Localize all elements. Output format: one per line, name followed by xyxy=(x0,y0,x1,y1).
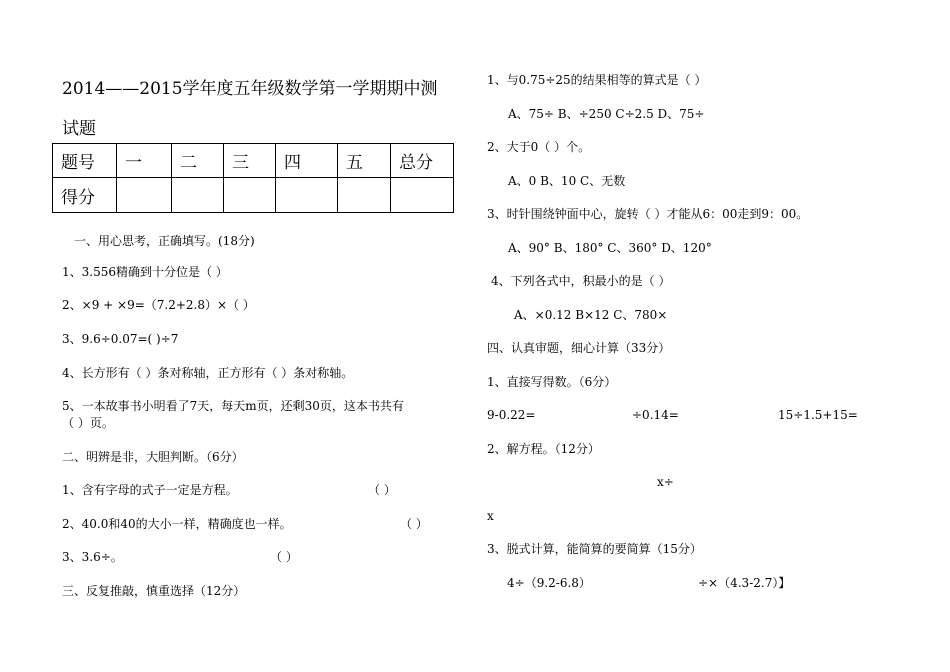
score-table-score-row xyxy=(53,178,454,213)
score-cell[interactable] xyxy=(276,178,338,213)
score-header-cell: 五 xyxy=(338,144,391,178)
section-1-title: 一、用心思考，正确填写。(18分) xyxy=(74,234,255,248)
calc-item: 9-0.22= xyxy=(487,408,536,422)
page-title: 2014——2015学年度五年级数学第一学期期中测 xyxy=(62,79,438,99)
question-text: 1、3.556精确到十分位是（ ） xyxy=(62,265,228,279)
question-text: 4、长方形有（ ）条对称轴，正方形有（ ）条对称轴。 xyxy=(62,366,354,380)
score-header-cell: 四 xyxy=(276,144,338,178)
page-title-continued: 试题 xyxy=(62,119,96,139)
question-text: 3、3.6÷。 xyxy=(62,550,123,564)
score-cell[interactable] xyxy=(117,178,172,213)
section-2-title: 二、明辨是非，大胆判断。（6分） xyxy=(62,450,244,464)
question-text: 1、与0.75÷25的结果相等的算式是（ ） xyxy=(487,73,707,87)
score-header-cell: 二 xyxy=(172,144,224,178)
calc-item: 15÷1.5+15= xyxy=(778,408,858,422)
score-cell[interactable] xyxy=(224,178,276,213)
choice-options: A、0 B、10 C、无数 xyxy=(508,174,626,188)
question-text: 1、直接写得数。（6分） xyxy=(487,375,617,389)
score-table-header-row xyxy=(53,144,454,178)
score-header-cell: 题号 xyxy=(53,144,117,178)
choice-options: A、×0.12 B×12 C、780× xyxy=(514,308,668,322)
score-cell[interactable] xyxy=(172,178,224,213)
section-4-title: 四、认真审题，细心计算（33分） xyxy=(487,341,671,355)
score-cell[interactable] xyxy=(338,178,391,213)
section-3-title: 三、反复推敲，慎重选择（12分） xyxy=(62,584,246,598)
question-text: 1、含有字母的式子一定是方程。 xyxy=(62,483,238,497)
question-text: 3、9.6÷0.07=( )÷7 xyxy=(62,332,179,346)
choice-options: A、75÷ B、÷250 C÷2.5 D、75÷ xyxy=(508,107,705,121)
answer-parentheses: （ ） xyxy=(368,483,396,497)
equation-item: x÷ xyxy=(657,475,674,489)
question-text: 2、×9 + ×9=（7.2+2.8）×（ ） xyxy=(62,298,255,312)
question-text: 2、40.0和40的大小一样，精确度也一样。 xyxy=(62,517,292,531)
expression-item: 4÷（9.2-6.8） xyxy=(507,576,591,590)
question-text: 5、一本故事书小明看了7天，每天m页，还剩30页，这本书共有 xyxy=(62,399,404,413)
score-row-label: 得分 xyxy=(53,178,117,213)
answer-parentheses: （ ） xyxy=(270,550,298,564)
question-text: （ ）页。 xyxy=(62,416,114,430)
question-text: 2、大于0（ ）个。 xyxy=(487,140,591,154)
score-header-cell: 一 xyxy=(117,144,172,178)
choice-options: A、90° B、180° C、360° D、120° xyxy=(508,241,712,255)
score-header-cell: 总分 xyxy=(391,144,454,178)
score-cell[interactable] xyxy=(391,178,454,213)
score-table xyxy=(52,143,454,213)
answer-parentheses: （ ） xyxy=(400,517,428,531)
question-text: 3、脱式计算，能简算的要简算（15分） xyxy=(487,542,702,556)
expression-item: ÷×（4.3-2.7）】 xyxy=(698,576,791,590)
question-text: 3、时针围绕钟面中心，旋转（ ）才能从6：00走到9：00。 xyxy=(487,207,809,221)
question-text: 2、解方程。（12分） xyxy=(487,442,600,456)
equation-item: x xyxy=(487,509,494,523)
score-header-cell: 三 xyxy=(224,144,276,178)
question-text: 4、下列各式中，积最小的是（ ） xyxy=(491,274,671,288)
calc-item: ÷0.14= xyxy=(632,408,679,422)
